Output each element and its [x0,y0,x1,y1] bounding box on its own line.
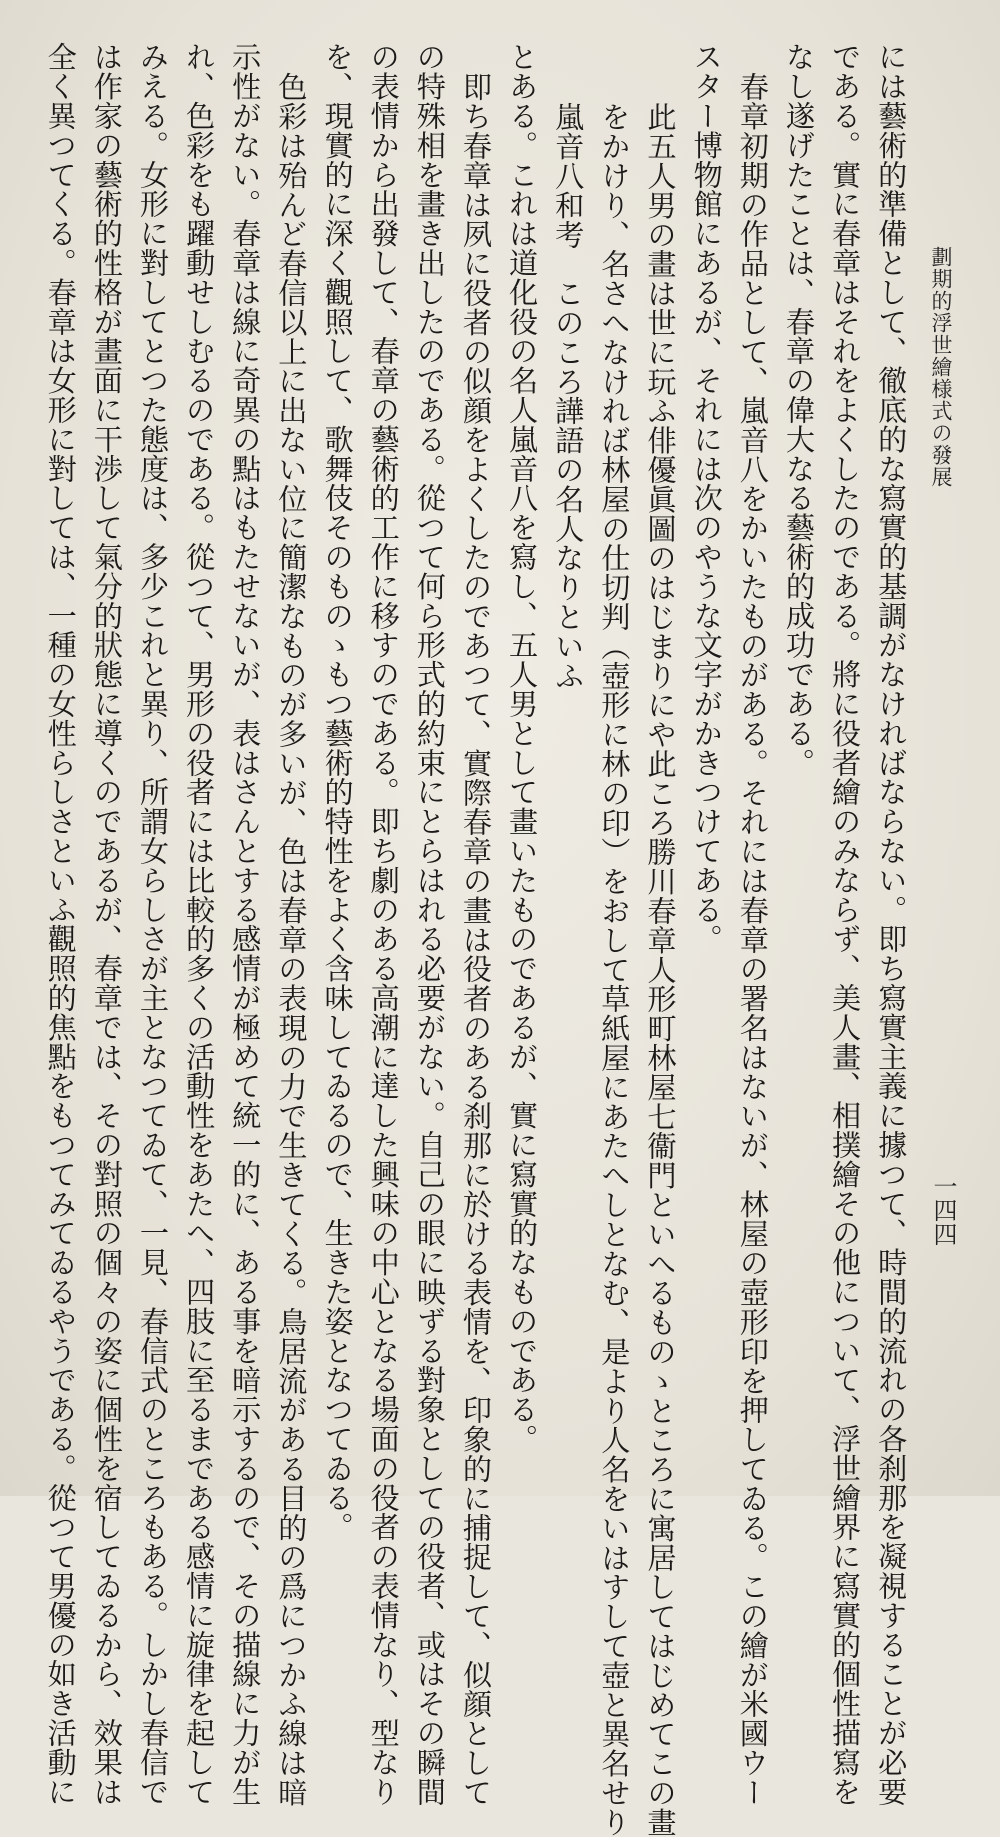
running-head: 劃期的浮世繪様式の發展 [929,246,953,488]
text-column-3: なし遂げたことは、春章の偉大なる藝術的成功である。 [781,42,816,777]
text-column-11: 色彩は殆んど春信以上に出ない位に簡潔なものが多いが、色は春章の表現の力で生きてくる。鳥居流がある目的の爲につかふ線は暗 [273,72,308,1807]
text-column-10: を、現實的に深く觀照して、歌舞伎そのものゝもつ藝術的特性をよく含味してゐるので、生きた姿となつてゐる。 [320,42,355,1542]
text-column-6: とある。これは道化役の名人嵐音八を寫し、五人男として畫いたものであるが、實に寫實的なものである。 [504,42,539,1454]
text-column-13: れ、色彩をも躍動せしむるのである。從つて、男形の役者には比較的多くの活動性をあたへ、四肢に至るまである感情に旋律を起して [181,42,216,1806]
text-column-4: 春章初期の作品として、嵐音八をかいたものがある。それには春章の署名はないが、林屋の壺形印を押してゐる。この繪が米國ウー [735,72,770,1807]
text-column-16: 全く異つてくる。春章は女形に對しては、一種の女性らしさといふ觀照的焦點をもつてみてゐるやうである。從つて男優の如き活動に [43,42,78,1806]
quote-column-2: をかけり、名さへなければ林屋の仕切判（壺形に林の印）をおして草紙屋にあたへしとなむ、是より人名をいはすして壺と異名せり [596,102,631,1837]
text-column-12: 示性がない。春章は線に奇異の點はもたせないが、表はさんとする感情が極めて統一的に、ある事を暗示するので、その描線に力が生 [227,42,262,1806]
text-column-8: の特殊相を畫き出したのである。從つて何ら形式的約束にとらはれる必要がない。自己の眼に映ずる對象としての役者、或はその瞬間 [412,42,447,1806]
text-column-1: には藝術的準備として、徹底的な寫實的基調がなければならない。即ち寫實主義に據つて、時間的流れの各刹那を凝視することが必要 [873,42,908,1806]
body-text [43,42,908,1837]
text-column-2: である。實に春章はそれをよくしたのである。將に役者繪のみならず、美人畫、相撲繪その他について、浮世繪界に寫實的個性描寫を [827,42,862,1806]
text-column-9: の表情から出發して、春章の藝術的工作に移すのである。即ち劇のある高潮に達した興味の中心となる場面の役者の表情なり、型なり [366,42,401,1806]
text-column-14: みえる。女形に對してとつた態度は、多少これと異り、所謂女らしさが主となつてゐて、一見、春信式のところもある。しかし春信で [135,42,170,1806]
quote-column-3: 嵐音八和考 このころ譁語の名人なりといふ [550,102,585,690]
quote-column-1: 此五人男の畫は世に玩ふ俳優眞圖のはじまりにや此ころ勝川春章人形町林屋七衞門といへるものゝところに寓居してはじめてこの畫 [643,102,678,1837]
text-column-7: 即ち春章は夙に役者の似顔をよくしたのであつて、實際春章の畫は役者のある刹那に於ける表情を、印象的に捕捉して、似顔として [458,72,493,1807]
text-column-15: は作家の藝術的性格が畫面に干渉して氣分的狀態に導くのであるが、春章では、その對照の個々の姿に個性を宿してゐるから、效果は [89,42,124,1806]
page-number: 一四四 [929,1174,957,1246]
text-column-5: スター博物館にあるが、それには次のやうな文字がかきつけてある。 [689,42,724,954]
